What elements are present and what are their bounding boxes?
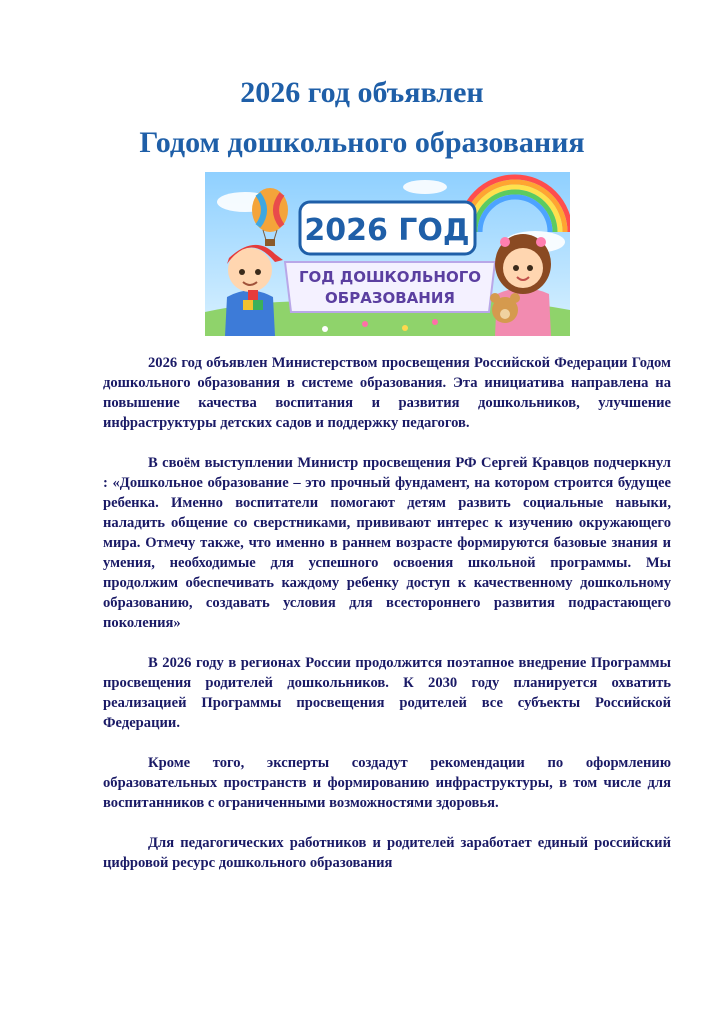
paragraph-1: 2026 год объявлен Министерством просвещения Российской Федерации Годом дошкольного образования в системе образования. Эта инициатива направлена на повышение качества воспитания и развития дошкольников, улучшение инфраструктуры детских садов и поддержку педагогов. [103,355,671,431]
banner-illustration [205,172,570,336]
year-sign-text: 2026 ГОД [304,213,470,248]
banner-svg [205,172,570,336]
paragraph-4: Кроме того, эксперты создадут рекомендации по оформлению образовательных пространств и формированию инфраструктуры, в том числе для воспитанников с ограниченными возможностями здоровья. [103,755,671,811]
paragraph-2: В своём выступлении Министр просвещения РФ Сергей Кравцов подчеркнул : «Дошкольное образование – это прочный фундамент, на котором строится будущее ребенка. Именно воспитатели помогают детям развить социальные навыки, наладить общение со сверстниками, прививают интерес к изучению окружающего мира. Отмечу также, что именно в раннем возрасте формируются базовые знания и умения, необходимые для успешного освоения школьной программы. Мы продолжим обеспечивать каждому ребенку доступ к качественному дошкольному образованию, создавать условия для всестороннего развития подрастающего поколения» [103,455,671,631]
paragraph-5: Для педагогических работников и родителей заработает единый российский цифровой ресурс дошкольного образования [103,835,671,871]
paragraph-3: В 2026 году в регионах России продолжится поэтапное внедрение Программы просвещения родителей дошкольников. К 2030 году планируется охватить реализацией Программы просвещения родителей все субъекты Российской Федерации. [103,655,671,731]
title-line-2: Годом дошкольного образования [139,126,585,159]
year-sign [300,202,475,254]
ribbon-line-1: ГОД ДОШКОЛЬНОГО [298,268,482,286]
ribbon [285,262,495,312]
article-body [103,353,671,893]
title-line-1: 2026 год объявлен [240,76,484,109]
ribbon-line-2: ОБРАЗОВАНИЯ [325,289,455,307]
